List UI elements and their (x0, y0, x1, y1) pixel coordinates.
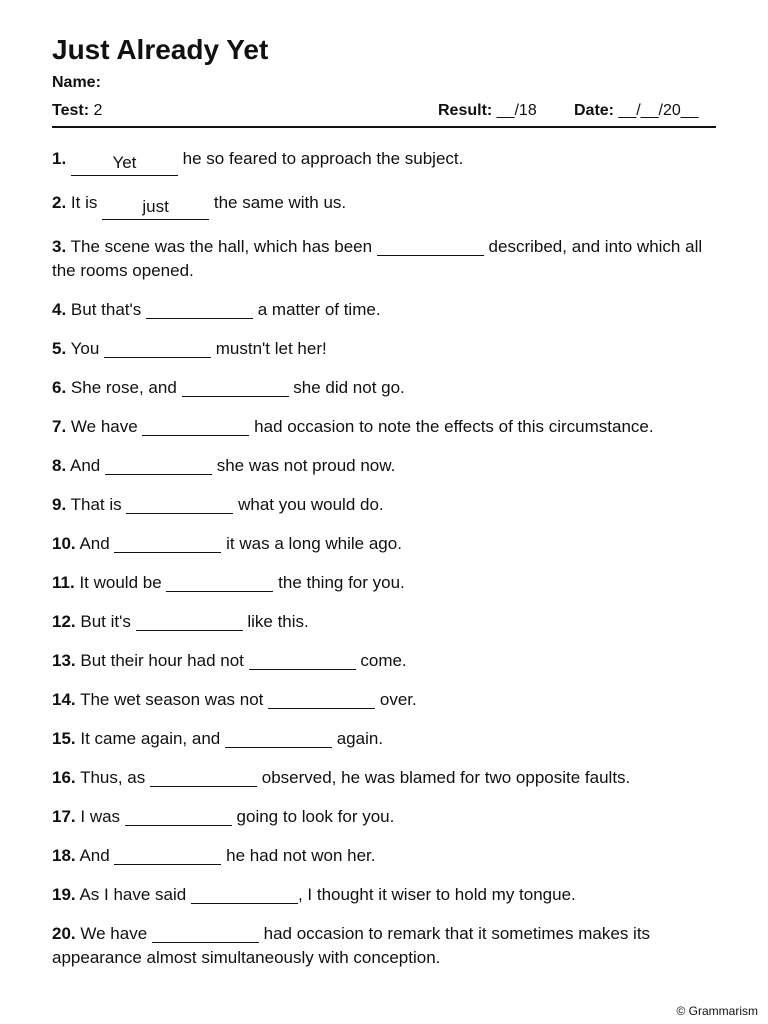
answer-blank[interactable] (377, 236, 484, 256)
question-text-before: We have (80, 924, 148, 943)
question-number: 12. (52, 612, 76, 631)
question-text-after: like this. (247, 612, 309, 631)
question-text-after: going to look for you. (236, 807, 395, 826)
question-text-before: You (70, 339, 100, 358)
question-text-before: That is (70, 495, 122, 514)
question-text-after: over. (379, 690, 417, 709)
question-number: 6. (52, 378, 67, 397)
question-item (52, 688, 716, 712)
result-value: __/18 (496, 102, 537, 119)
date-label: Date: (574, 102, 615, 119)
answer-blank[interactable] (225, 728, 332, 748)
question-text-after: had occasion to remark that it sometimes makes its appearance almost simultaneously with conception. (52, 924, 651, 967)
question-item (52, 649, 716, 673)
test-field (52, 101, 102, 121)
question-number: 4. (52, 300, 67, 319)
answer-blank[interactable] (105, 455, 212, 475)
question-number: 19. (52, 885, 76, 904)
question-text-before: It came again, and (80, 729, 221, 748)
question-text-before: It would be (79, 573, 162, 592)
question-item (52, 571, 716, 595)
question-text-after: come. (360, 651, 407, 670)
question-number: 3. (52, 237, 67, 256)
question-number: 13. (52, 651, 76, 670)
test-label: Test: (52, 102, 90, 119)
question-text-before: The scene was the hall, which has been (70, 237, 373, 256)
question-number: 10. (52, 534, 76, 553)
worksheet-title: Just Already Yet (52, 34, 269, 65)
question-text-before: It is (70, 193, 98, 212)
copyright-notice: © Grammarism (676, 1004, 758, 1018)
question-text-after: the thing for you. (278, 573, 405, 592)
question-item (52, 376, 716, 400)
answer-blank[interactable] (182, 377, 289, 397)
question-number: 11. (52, 573, 75, 592)
question-text-before: But it's (80, 612, 131, 631)
question-number: 20. (52, 924, 76, 943)
question-number: 9. (52, 495, 67, 514)
question-text-after: had occasion to note the effects of this circumstance. (254, 417, 654, 436)
question-text-before: Thus, as (80, 768, 146, 787)
question-item (52, 147, 716, 176)
answer-blank[interactable] (146, 299, 253, 319)
question-text-after: described, and into which all the rooms opened. (52, 237, 703, 280)
question-text-after: it was a long while ago. (226, 534, 402, 553)
question-item (52, 298, 716, 322)
answer-blank[interactable] (191, 884, 298, 904)
question-text-before: But their hour had not (80, 651, 244, 670)
question-number: 8. (52, 456, 67, 475)
date-value: __/__/20__ (618, 102, 699, 119)
question-text-before: She rose, and (70, 378, 177, 397)
answer-blank[interactable]: Yet (71, 156, 178, 176)
answer-blank[interactable] (125, 806, 232, 826)
answer-blank[interactable] (249, 650, 356, 670)
question-text-before: And (69, 456, 101, 475)
name-field (52, 73, 101, 93)
question-text-after: a matter of time. (257, 300, 381, 319)
answer-blank[interactable] (114, 845, 221, 865)
question-list (52, 147, 716, 985)
question-text-before: And (79, 846, 110, 865)
answer-blank[interactable] (136, 611, 243, 631)
question-text-after: , I thought it wiser to hold my tongue. (297, 885, 576, 904)
question-number: 17. (52, 807, 76, 826)
question-text-before: And (79, 534, 110, 553)
question-item (52, 337, 716, 361)
question-text-before: We have (70, 417, 138, 436)
question-item (52, 191, 716, 220)
question-text-before: As I have said (79, 885, 187, 904)
question-text-after: she was not proud now. (216, 456, 396, 475)
test-value: 2 (93, 102, 103, 119)
question-text-before: But that's (70, 300, 142, 319)
answer-blank[interactable] (126, 494, 233, 514)
question-text-after: mustn't let her! (215, 339, 327, 358)
answer-blank[interactable] (114, 533, 221, 553)
answer-blank[interactable] (104, 338, 211, 358)
question-item (52, 727, 716, 751)
question-number: 2. (52, 193, 67, 212)
question-item (52, 610, 716, 634)
answer-blank[interactable]: just (102, 200, 209, 220)
question-text-after: observed, he was blamed for two opposite faults. (261, 768, 631, 787)
question-number: 18. (52, 846, 76, 865)
question-text-after: the same with us. (213, 193, 347, 212)
result-label: Result: (438, 102, 493, 119)
question-number: 16. (52, 768, 76, 787)
question-number: 1. (52, 149, 67, 168)
question-item (52, 922, 716, 970)
question-text-after: she did not go. (293, 378, 405, 397)
answer-blank[interactable] (268, 689, 375, 709)
answer-blank[interactable] (152, 923, 259, 943)
question-item (52, 844, 716, 868)
date-field (574, 101, 699, 121)
question-text-before: The wet season was not (80, 690, 264, 709)
result-field (438, 101, 537, 121)
question-item (52, 415, 716, 439)
answer-blank[interactable] (166, 572, 273, 592)
question-item (52, 805, 716, 829)
question-text-after: again. (336, 729, 384, 748)
question-text-before: I was (80, 807, 121, 826)
question-text-after: he had not won her. (226, 846, 376, 865)
question-item (52, 766, 716, 790)
header-divider (52, 126, 716, 128)
answer-blank[interactable] (142, 416, 249, 436)
question-item (52, 532, 716, 556)
question-number: 15. (52, 729, 76, 748)
question-text-after: he so feared to approach the subject. (182, 149, 464, 168)
question-item (52, 235, 716, 283)
question-number: 7. (52, 417, 67, 436)
name-label: Name: (52, 74, 101, 91)
question-number: 14. (52, 690, 76, 709)
answer-blank[interactable] (150, 767, 257, 787)
question-text-after: what you would do. (238, 495, 384, 514)
question-item (52, 493, 716, 517)
question-item (52, 454, 716, 478)
question-item (52, 883, 716, 907)
question-number: 5. (52, 339, 67, 358)
